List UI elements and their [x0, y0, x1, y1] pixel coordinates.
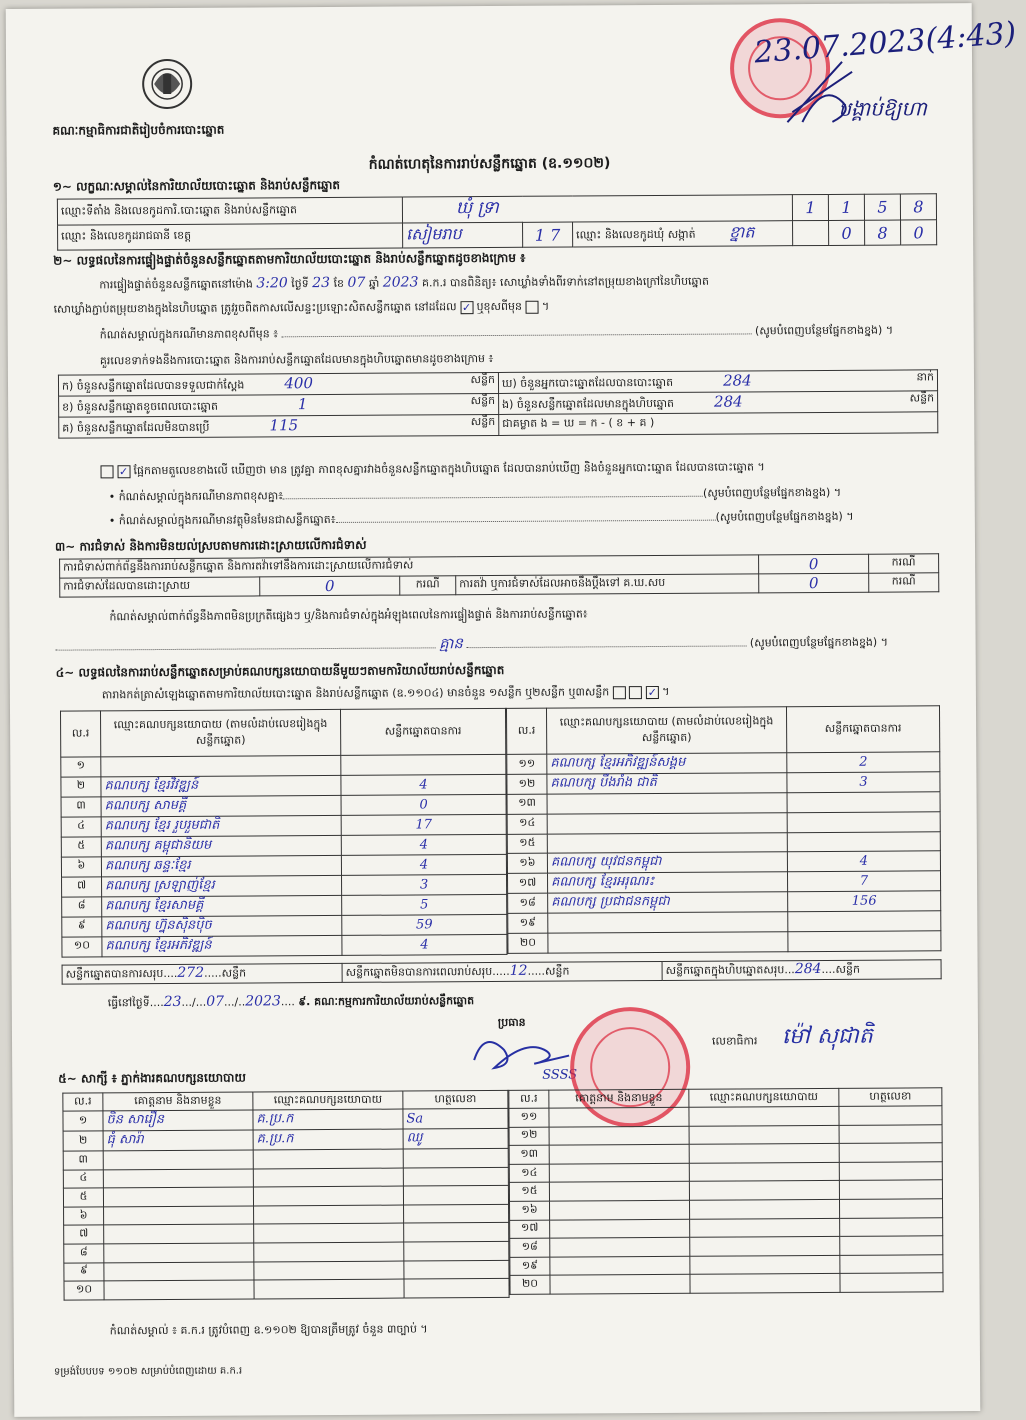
sheet-1-checkbox[interactable] [613, 686, 626, 699]
section5-title: ៥~ សាក្សី ៖ ភ្នាក់ងារគណបក្សនយោបាយ [58, 1070, 246, 1086]
result-left-no: ៦ [61, 857, 101, 877]
province-value: សៀមរាប [403, 222, 523, 248]
witness-left-party [253, 1149, 403, 1169]
result-right-party: គណបក្ស ខ្មែរអភិវឌ្ឍន៍សង្គម [547, 753, 787, 774]
org-name: គណៈកម្មាធិការជាតិរៀបចំការបោះឆ្នោត [52, 122, 225, 138]
witness-left-no: ១ [63, 1111, 103, 1131]
bullet-difference: • កំណត់សម្គាល់ក្នុងករណីមានភាពខុសគ្នា៖ (សូមបំពេញបន្ថែមផ្នែកខាងខ្នង) ។ [108, 485, 842, 504]
result-left-no: ១០ [62, 937, 102, 957]
resolved-label: ការជំទាស់ដែលបានដោះស្រាយ [60, 577, 260, 597]
witness-left-sign [403, 1148, 508, 1167]
result-right-no: ១៣ [507, 794, 547, 814]
appeal-unit: ករណី [869, 573, 939, 592]
witness-left-body [63, 1108, 509, 1299]
witness-left-party [253, 1186, 403, 1206]
result-left-votes: 4 [341, 774, 506, 795]
difference-checkbox[interactable]: ✓ [118, 464, 129, 478]
results-table-right [506, 705, 941, 954]
results-col-votes: សន្លឹកឆ្នោតបានការ [340, 708, 505, 755]
witness-left-no: ១០ [64, 1281, 104, 1300]
witness-col-sign: ហត្ថលេខា [403, 1090, 508, 1109]
commune-code-1: 0 [829, 220, 865, 245]
witness-left-party: គ.ប្រ.ក [253, 1109, 403, 1130]
witness-right-sign [839, 1106, 942, 1125]
result-right-party: គណបក្ស យុវជនកម្ពុជា [547, 852, 787, 873]
result-right-votes: 7 [787, 871, 940, 892]
signature-scribble-top [782, 52, 862, 132]
witness-right-sign [839, 1199, 942, 1218]
witness-left-name: ចិន សារឿន [103, 1110, 253, 1131]
witness-right-no: ១៧ [510, 1220, 550, 1239]
result-right-row [507, 831, 940, 853]
result-right-no: ១៨ [508, 894, 548, 914]
results-left-body [61, 754, 507, 957]
province-code: 1 7 [523, 222, 573, 247]
witness-left-sign [404, 1223, 509, 1242]
witness-right-sign [839, 1143, 942, 1162]
result-left-votes: 0 [341, 794, 506, 815]
result-left-row [61, 854, 506, 877]
result-right-no: ១៩ [508, 914, 548, 934]
result-left-row [61, 774, 506, 797]
witness-right-party [689, 1162, 839, 1182]
witness-left-party: គ.ប្រ.ក [253, 1129, 403, 1150]
witness-left-party [254, 1223, 404, 1243]
result-right-votes: 2 [787, 752, 940, 773]
result-right-votes [788, 911, 941, 932]
result-right-party [548, 912, 788, 933]
witness-left-no: ៦ [64, 1207, 104, 1226]
results-right-body [507, 752, 941, 954]
secretary-label: លេខាធិការ [711, 1034, 758, 1048]
witness-left-no: ៧ [64, 1225, 104, 1244]
verification-month: 07 [347, 274, 366, 291]
result-left-party: គណបក្ស ស្រឡាញ់ខ្មែរ [102, 875, 342, 896]
witness-table-right [508, 1087, 943, 1295]
witness-right-party [689, 1144, 839, 1164]
witness-left-row [63, 1108, 508, 1131]
result-left-party: គណបក្ស សាមគ្គី [101, 795, 341, 816]
result-right-votes [788, 931, 941, 952]
witness-left-sign: Sa [403, 1108, 508, 1129]
result-right-votes: 3 [787, 772, 940, 793]
witness-col-name: គោត្តនាម និងនាមខ្លួន [103, 1092, 253, 1111]
witness-right-name [550, 1200, 690, 1219]
section3-title: ៣~ ការជំទាស់ និងការមិនយល់ស្របតាមការដោះស្រាយលើការជំទាស់ [54, 537, 367, 554]
witness-col-party: ឈ្មោះគណបក្សនយោបាយ [253, 1091, 403, 1110]
result-right-row [508, 931, 941, 953]
result-right-row [507, 752, 940, 775]
different-checkbox[interactable] [525, 300, 538, 313]
secretary-signature: ម៉ៅ សុជាតិ [781, 1023, 873, 1050]
witness-left-party [254, 1205, 404, 1225]
totals-table [62, 959, 942, 984]
resolved-unit: ករណី [400, 576, 456, 595]
witness-left-no: ៣ [63, 1151, 103, 1170]
witness-col-no: ល.រ [63, 1093, 103, 1111]
result-left-party: គណបក្ស គម្ពុជានិយម [101, 835, 341, 856]
witness-left-name [104, 1224, 254, 1244]
appeal-value: 0 [759, 573, 869, 593]
location-code-4: 8 [900, 194, 936, 220]
witness-left-sign [404, 1279, 509, 1298]
sheet-2-checkbox[interactable] [629, 686, 642, 699]
result-left-party [101, 755, 341, 776]
form-title: កំណត់ហេតុនៃការរាប់សន្លឹកឆ្នោត (ឧ.១១០២) [368, 155, 611, 173]
witness-right-no: ១៩ [510, 1257, 550, 1276]
witness-left-party [254, 1261, 404, 1281]
result-left-votes: 3 [342, 874, 507, 895]
results-table-left [60, 708, 507, 958]
footer-note: កំណត់សម្គាល់ ៖ គ.ក.រ ត្រូវបំពេញ ឧ.១១០២ ឱ្យបានត្រឹមត្រូវ ចំនួន ៣ច្បាប់ ។ [109, 1322, 428, 1338]
witness-right-no: ១៦ [510, 1201, 550, 1220]
witness-left-name: ធុំ សារ៉ា [103, 1130, 253, 1151]
witness-col-sign-right: ហត្ថលេខា [839, 1088, 942, 1107]
result-left-party: គណបក្ស ខ្មែរ រួបរួមជាតិ [101, 815, 341, 836]
witness-left-no: ២ [63, 1131, 103, 1151]
results-col-votes-right: សន្លឹកឆ្នោតបានការ [786, 706, 939, 753]
signing-date: ធ្វើនៅថ្ងៃទី....23.../...07.../..2023.... ៩. គណៈកម្មការការិយាល័យរាប់សន្លឹកឆ្នោត [107, 993, 475, 1011]
result-right-party: គណបក្ស បឹងរាំង ជាតិ [547, 773, 787, 794]
witness-right-row [510, 1273, 943, 1294]
bullet-objects: • កំណត់សម្គាល់ក្នុងករណីមានវត្ថុមិនមែនជាសន្លឹកឆ្នោត៖ (សូមបំពេញបន្ថែមផ្នែកខាងខ្នង) ។ [108, 509, 854, 528]
witness-right-party [689, 1181, 839, 1201]
result-left-no: ៤ [61, 817, 101, 837]
result-right-row [507, 792, 940, 814]
result-right-no: ១១ [507, 754, 547, 774]
stamp-date: 23.07.2023(4:43) [752, 15, 1018, 71]
same-checkbox[interactable]: ✓ [461, 300, 472, 314]
witness-right-name [550, 1219, 690, 1238]
results-col-no: ល.រ [60, 711, 100, 757]
chair-label: ប្រធាន [497, 1015, 526, 1029]
witness-left-name [103, 1150, 253, 1170]
witness-table-left [62, 1090, 509, 1300]
counts-intro: គួរលេខទាក់ទងនឹងការបោះឆ្នោត និងការរាប់សន្លឹកឆ្នោតដែលមានក្នុងហិបឆ្នោតមានដូចខាងក្រោម ៖ [99, 351, 494, 368]
result-right-row [507, 812, 940, 834]
result-left-row [61, 834, 506, 857]
witness-left-name [104, 1280, 254, 1300]
section2-title: ២~ លទ្ធផលនៃការផ្ទៀងផ្ទាត់ចំនួនសន្លឹកឆ្នោតតាមការិយាល័យបោះឆ្នោត និងរាប់សន្លឹកឆ្នោតដូចខាងក្រោម ៖ [53, 250, 526, 268]
witness-right-body [509, 1106, 943, 1295]
result-left-no: ៨ [62, 897, 102, 917]
commune-code-spacer [793, 220, 829, 245]
location-code-2: 1 [828, 194, 864, 220]
verification-line-2: សោឃ្លាំងភ្ជាប់តម្រុយខាងក្នុងនៃហិបឆ្នោត ត្រូវរួចពិតកាសលើសន្ទះប្រឡោះសិតសន្លឹកឆ្នោត នៅដដែល ✓ ឬខុសពីមុន ។ [53, 299, 550, 316]
count-a: ក) ចំនួនសន្លឹកឆ្នោតដែលបានទទួលជាក់ស្តែង 400 សន្លឹក [58, 372, 498, 396]
section4-title: ៤~ លទ្ធផលនៃការរាប់សន្លឹកឆ្នោតសម្រាប់គណបក្សនយោបាយនីមួយៗតាមការិយាល័យរាប់សន្លឹកឆ្នោត [55, 662, 505, 680]
objection-row1-value: 0 [759, 554, 869, 574]
result-left-row [62, 874, 507, 897]
result-right-no: ១៤ [507, 814, 547, 834]
count-e: ង) ចំនួនសន្លឹកឆ្នោតដែលមានក្នុងហិបឆ្នោត 284 សន្លឹក [499, 391, 938, 415]
result-left-votes: 59 [342, 914, 507, 935]
result-right-party [547, 793, 787, 814]
stamp-note: បង្គាប់ឱ្យហា [838, 96, 927, 121]
result-left-party: គណបក្ស ឆន្ទៈខ្មែរ [101, 855, 341, 876]
total-invalid: សន្លឹកឆ្នោតមិនបានការពេលរាប់សរុប.....12.....សន្លឹក [342, 961, 662, 982]
result-right-no: ១២ [507, 774, 547, 794]
result-right-party [547, 813, 787, 834]
result-left-party: គណបក្ស ហ្វ៊ុនស៊ិនប៉ិច [102, 915, 342, 936]
verification-time: 3:20 [256, 275, 288, 292]
result-left-votes: 4 [342, 934, 507, 955]
result-left-party: គណបក្ស ខ្មែរវិវឌ្ឍន៍ [101, 775, 341, 796]
result-left-party: គណបក្ស ខ្មែរអភិវឌ្ឍន៍ [102, 935, 342, 956]
location-label: ឈ្មោះទីតាំង និងលេខកូដការិ.បោះឆ្នោត និងរាប់សន្លឹកឆ្នោត [57, 197, 402, 225]
commune-cell: ឈ្មោះ និងលេខកូដឃុំ សង្កាត់ ខ្នាត [573, 221, 793, 247]
location-value: ឃុំ ទ្រា [402, 195, 792, 223]
result-left-votes: 4 [341, 854, 506, 875]
result-left-row [62, 914, 507, 937]
appeal-label: ការតវ៉ា ឬការជំទាស់ដែលអាចនឹងប្តឹងទៅ គ.ឃ.សប [456, 574, 759, 595]
commune-code-2: 8 [865, 220, 901, 245]
result-right-no: ១៧ [508, 874, 548, 894]
witness-right-party [690, 1274, 840, 1294]
witness-right-party [689, 1125, 839, 1145]
witness-left-party [254, 1242, 404, 1262]
witness-col-party-right: ឈ្មោះគណបក្សនយោបាយ [689, 1088, 839, 1107]
witness-right-party [690, 1255, 840, 1275]
witness-right-no: ២០ [510, 1276, 550, 1295]
witness-left-party [253, 1168, 403, 1188]
result-right-votes [787, 792, 940, 813]
counts-table [58, 369, 938, 438]
sheet-3-checkbox[interactable]: ✓ [647, 685, 657, 699]
result-right-votes: 4 [787, 851, 940, 872]
witness-right-no: ១២ [509, 1127, 549, 1146]
results-col-no-right: ល.រ [506, 708, 546, 754]
result-right-votes [787, 812, 940, 833]
result-left-votes: 17 [341, 814, 506, 835]
section1-title: ១~ លក្ខណៈសម្គាល់នៃការិយាល័យបោះឆ្នោត និងរាប់សន្លឹកឆ្នោត [52, 177, 341, 194]
witness-right-name [549, 1182, 689, 1201]
verification-line-1: ការផ្ទៀងផ្ទាត់ចំនួនសន្លឹកឆ្នោតនៅម៉ោង 3:20 ថ្ងៃទី 23 ខែ 07 ឆ្នាំ 2023 គ.ក.រ បានពិនិត្យ៖ សោឃ្លាំងទាំងពីរទាក់នៅតម្រុយខាងក្រៅនៃហិបឆ្នោត [99, 274, 710, 292]
witness-right-party [690, 1237, 840, 1257]
witness-left-party [254, 1279, 404, 1299]
result-right-no: ១៦ [507, 854, 547, 874]
result-left-party: គណបក្ស ខ្មែរសាមគ្គី [102, 895, 342, 916]
witness-right-name [549, 1126, 689, 1145]
witness-right-name [549, 1107, 689, 1126]
witness-right-name [550, 1256, 690, 1275]
witness-right-no: ១៨ [510, 1238, 550, 1257]
result-left-row [62, 894, 507, 917]
result-left-votes: 4 [341, 834, 506, 855]
result-right-votes: 156 [788, 891, 941, 912]
national-emblem-icon [134, 54, 200, 114]
witness-right-name [549, 1144, 689, 1163]
witness-left-sign [404, 1260, 509, 1279]
result-right-row [507, 851, 940, 874]
result-right-votes [787, 831, 940, 852]
witness-left-name [104, 1262, 254, 1282]
witness-right-name [550, 1237, 690, 1256]
objections-table [59, 553, 939, 597]
result-right-row [508, 891, 941, 914]
witness-left-no: ៩ [64, 1262, 104, 1281]
result-right-party [548, 932, 788, 953]
result-right-no: ១៥ [507, 834, 547, 854]
witness-right-sign [840, 1255, 943, 1274]
result-right-row [508, 871, 941, 894]
location-code-1: 1 [792, 194, 828, 220]
result-left-row [61, 754, 506, 777]
document-page [6, 3, 1018, 1417]
province-label: ឈ្មោះ និងលេខកូដរាជធានី ខេត្ត [58, 223, 403, 250]
witness-right-sign [839, 1162, 942, 1181]
difference-note: កំណត់សម្គាល់ក្នុងករណីមានភាពខុសពីមុន ៖ (សូមបំពេញបន្ថែមផ្នែកខាងខ្នង) ។ [99, 323, 894, 342]
irregularity-note: កំណត់សម្គាល់ពាក់ព័ន្ធនឹងភាពមិនប្រក្រតីផ្សេងៗ ឬ/និងការជំទាស់ក្នុងអំឡុងពេលនៃការផ្ទៀងផ្ទាត់ និងការរាប់សន្លឹកឆ្នោត៖ [109, 607, 588, 624]
result-right-party [547, 832, 787, 853]
witness-right-sign [840, 1273, 943, 1292]
witness-left-row [64, 1279, 509, 1300]
section1-table [57, 193, 937, 250]
witness-right-party [689, 1106, 839, 1126]
witness-right-party [689, 1199, 839, 1219]
witness-right-name [549, 1163, 689, 1182]
irregularity-value: គ្មាន [439, 634, 463, 653]
results-col-party: ឈ្មោះគណបក្សនយោបាយ (តាមលំដាប់លេខរៀងក្នុងសន្លឹកឆ្នោត) [100, 709, 340, 756]
witness-right-sign [839, 1124, 942, 1143]
witness-left-sign [404, 1241, 509, 1260]
result-left-votes [341, 754, 506, 775]
print-note: ទម្រង់បែបបទ ១១០២ សម្រាប់បំពេញដោយ គ.ក.រ [54, 1365, 243, 1378]
witness-right-party [690, 1218, 840, 1238]
witness-left-name [103, 1169, 253, 1189]
results-col-party-right: ឈ្មោះគណបក្សនយោបាយ (តាមលំដាប់លេខរៀងក្នុងសន្លឹកឆ្នោត) [546, 707, 786, 754]
result-left-row [62, 934, 507, 957]
result-right-no: ២០ [508, 933, 548, 953]
witness-right-no: ១៤ [509, 1164, 549, 1183]
witness-left-name [103, 1187, 253, 1207]
count-b: ខ) ចំនួនសន្លឹកឆ្នោតខូចពេលបោះឆ្នោត 1 សន្លឹក [59, 393, 499, 417]
witness-right-no: ១៣ [509, 1145, 549, 1164]
witness-col-name-right: គោត្តនាម និងនាមខ្លួន [549, 1089, 689, 1108]
witness-left-sign [404, 1204, 509, 1223]
result-left-no: ២ [61, 777, 101, 797]
match-checkbox[interactable] [100, 465, 113, 478]
result-right-row [508, 911, 941, 933]
witness-left-row [63, 1128, 508, 1151]
objection-row1-unit: ករណី [869, 554, 939, 573]
witness-right-sign [840, 1217, 943, 1236]
section4-intro: តារាងកត់ត្រាសំឡេងឆ្នោតតាមការិយាល័យបោះឆ្នោត និងរាប់សន្លឹកឆ្នោត (ឧ.១១០៤) មានចំនួន ១សន្លឹក ឬ២សន្លឹក ឬ៣សន្លឹក ✓ ។ [101, 684, 670, 702]
witness-right-no: ១៥ [509, 1183, 549, 1202]
location-code-3: 5 [864, 194, 900, 220]
verification-day: 23 [312, 274, 331, 292]
witness-col-no-right: ល.រ [509, 1090, 549, 1108]
witness-left-sign [403, 1186, 508, 1205]
witness-left-sign [403, 1167, 508, 1186]
witness-left-no: ៥ [63, 1188, 103, 1207]
resolved-value: 0 [260, 576, 400, 596]
result-left-votes: 5 [342, 894, 507, 915]
result-left-no: ១ [61, 757, 101, 777]
result-left-no: ៩ [62, 917, 102, 937]
witness-right-sign [839, 1180, 942, 1199]
witness-right-no: ១១ [509, 1108, 549, 1127]
verification-year: 2023 [382, 274, 419, 291]
witness-right-name [550, 1275, 690, 1294]
result-right-row [507, 772, 940, 795]
count-c: គ) ចំនួនសន្លឹកឆ្នោតដែលមិនបានប្រើ 115 សន្លឹក [59, 414, 499, 438]
irregularity-line: គ្មាន (សូមបំពេញបន្ថែមផ្នែកខាងខ្នង) ។ [56, 631, 942, 658]
objection-row1: ការជំទាស់ពាក់ព័ន្ធនឹងការរាប់សន្លឹកឆ្នោត និងការតវ៉ាទៅនឹងការដោះស្រាយលើការជំទាស់ [60, 555, 759, 578]
result-left-no: ៧ [62, 877, 102, 897]
result-right-party: គណបក្ស ប្រជាជនកម្ពុជា [548, 892, 788, 913]
count-d: ឃ) ចំនួនអ្នកបោះឆ្នោតដែលបានបោះឆ្នោត 284 នាក់ [498, 370, 937, 394]
result-left-row [61, 794, 506, 817]
result-right-party: គណបក្ស ខ្មែរអរុណរះ [548, 872, 788, 893]
count-formula: ជាគម្លាត ង = ឃ = ក - ( ខ + គ ) [499, 412, 938, 436]
chair-name: SSSS [542, 1067, 578, 1083]
witness-right-sign [840, 1236, 943, 1255]
witness-left-sign: ឈូ [403, 1128, 508, 1149]
total-valid: សន្លឹកឆ្នោតបានការសរុប....272.....សន្លឹក [62, 963, 342, 984]
commune-code-3: 0 [901, 220, 937, 245]
witness-left-name [104, 1206, 254, 1226]
witness-left-no: ៨ [64, 1244, 104, 1263]
compare-line: ✓ ផ្អែកតាមតួលេខខាងលើ ឃើញថា មាន ត្រូវគ្នា ភាពខុសគ្នារវាងចំនួនសន្លឹកឆ្នោតក្នុងហិបឆ្នោត ដែលបានរាប់ឃើញ និងចំនួនអ្នកបោះឆ្នោត ដែលបានបោះឆ្នោត ។ [100, 459, 940, 480]
witness-left-no: ៤ [63, 1169, 103, 1188]
result-left-no: ៣ [61, 797, 101, 817]
witness-left-name [104, 1243, 254, 1263]
result-left-row [61, 814, 506, 837]
result-left-no: ៥ [61, 837, 101, 857]
total-ballots: សន្លឹកឆ្នោតក្នុងហិបឆ្នោតសរុប...284....សន្លឹក [662, 960, 941, 981]
